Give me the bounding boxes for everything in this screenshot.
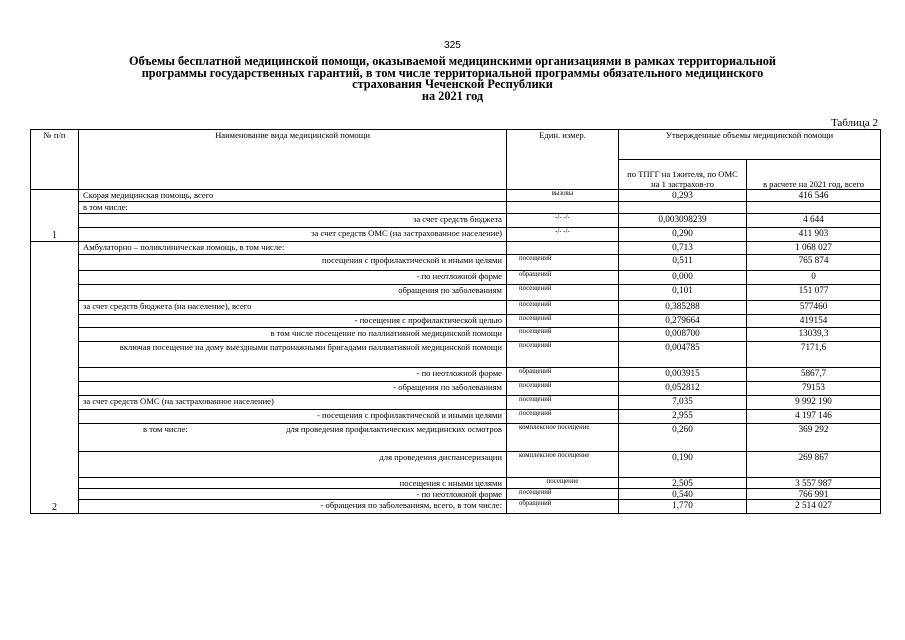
row-total: 369 292 [747,424,881,452]
row-per-capita: 2,505 [619,478,747,489]
table-row [31,478,881,489]
table-row [31,452,881,478]
row-per-capita: 0,279664 [619,315,747,328]
row-per-capita: 7,035 [619,396,747,410]
row-per-capita: 0,052812 [619,382,747,396]
row-unit: -/- -/- [507,214,619,228]
row-number: 1 [31,190,79,242]
row-name: включая посещение на дому выездными патронажными бригадами паллиативной медицинской помощи [79,342,507,368]
row-per-capita: 0,000 [619,271,747,285]
table-row [31,328,881,342]
row-unit: посещений [507,382,619,396]
row-name: Амбулаторно – поликлиническая помощь, в том числе: [79,242,507,255]
row-per-capita: 0,004785 [619,342,747,368]
row-unit: -/- -/- [507,228,619,242]
row-per-capita: 0,290 [619,228,747,242]
row-total: 416 546 [747,190,881,202]
row-unit: посещений [507,342,619,368]
row-unit: посещение [507,478,619,489]
row-name-text: для проведения профилактических медицинских осмотров [286,424,502,434]
row-per-capita [619,202,747,214]
row-per-capita: 0,003915 [619,368,747,382]
row-unit: посещений [507,301,619,315]
title-line-4: на 2021 год [421,88,484,103]
row-total: 79153 [747,382,881,396]
row-unit: посещений [507,255,619,271]
title-line-3: страхования Чеченской Республики [352,77,553,91]
row-total: 419154 [747,315,881,328]
row-name-prefix: в том числе: [143,424,188,434]
row-unit: обращений [507,368,619,382]
row-total [747,202,881,214]
table-row [31,315,881,328]
row-unit: комплексное посещение [507,452,619,478]
row-total: 151 077 [747,285,881,301]
header-unit: Един. измер. [507,130,619,190]
row-total: 3 557 987 [747,478,881,489]
page-number: 325 [444,40,461,51]
row-total: 7171,6 [747,342,881,368]
table-row [31,500,881,514]
row-name: - посещения с профилактической целью [79,315,507,328]
row-name: - по неотложной форме [79,368,507,382]
header-num: № п/п [31,130,79,190]
medical-care-volumes-table [30,129,881,514]
row-unit: обращений [507,500,619,514]
table-row [31,190,881,202]
header-per-capita: по ТПГГ на 1жителя, по ОМС на 1 застрахов-го [619,160,747,190]
row-unit: вызовы [507,190,619,202]
table-row [31,396,881,410]
row-total: 2 514 027 [747,500,881,514]
row-unit [507,202,619,214]
row-name: посещения с профилактической и иными целями [79,255,507,271]
row-name: за счет средств ОМС (на застрахованное население) [79,228,507,242]
row-name: Скорая медицинская помощь, всего [79,190,507,202]
row-name: за счет средств ОМС (на застрахованное население) [79,396,507,410]
row-name: - по неотложной форме [79,271,507,285]
table-row [31,202,881,214]
row-per-capita: 0,511 [619,255,747,271]
row-total: 1 068 027 [747,242,881,255]
table-row [31,368,881,382]
table-row [31,301,881,315]
row-unit: комплексное посещение [507,424,619,452]
table-row [31,271,881,285]
row-unit: обращений [507,271,619,285]
table-row [31,424,881,452]
row-name: - обращения по заболеваниям [79,382,507,396]
row-per-capita: 1,770 [619,500,747,514]
row-total: 0 [747,271,881,285]
row-per-capita: 0,260 [619,424,747,452]
table-row [31,342,881,368]
row-unit: посещений [507,285,619,301]
row-per-capita: 0,540 [619,489,747,500]
table-row [31,242,881,255]
row-total: 269 867 [747,452,881,478]
header-name: Наименование вида медицинской помощи [79,130,507,190]
row-per-capita: 0,713 [619,242,747,255]
row-name: - по неотложной форме [79,489,507,500]
table-row [31,214,881,228]
table-row [31,255,881,271]
row-unit: посещений [507,315,619,328]
row-per-capita: 0,385288 [619,301,747,315]
row-name: за счет средств бюджета [79,214,507,228]
row-unit [507,242,619,255]
document-title [40,56,865,102]
row-total: 577460 [747,301,881,315]
row-unit: посещений [507,489,619,500]
row-name: обращения по заболеваниям [79,285,507,301]
row-name: в том числе посещение по паллиативной медицинской помощи [79,328,507,342]
row-total: 4 644 [747,214,881,228]
row-per-capita: 0,101 [619,285,747,301]
row-per-capita: 0,190 [619,452,747,478]
table-row [31,489,881,500]
row-name: посещения с иными целями [79,478,507,489]
table-row [31,382,881,396]
title-line-1: Объемы бесплатной медицинской помощи, оказываемой медицинскими организациями в рамках территориальной [128,54,777,68]
header-total: в расчете на 2021 год, всего [747,160,881,190]
row-name: в том числе: [79,202,507,214]
row-number: 2 [31,242,79,514]
row-name: - обращения по заболеваниям, всего, в том числе: [79,500,507,514]
row-total: 13039,3 [747,328,881,342]
row-unit: посещений [507,410,619,424]
row-total: 765 874 [747,255,881,271]
row-name [79,424,507,452]
row-total: 766 991 [747,489,881,500]
header-approved: Утвержденные объемы медицинской помощи [619,130,881,160]
row-per-capita: 0,008700 [619,328,747,342]
row-total: 4 197 146 [747,410,881,424]
row-total: 411 903 [747,228,881,242]
row-unit: посещений [507,328,619,342]
table-row [31,285,881,301]
row-total: 5867,7 [747,368,881,382]
row-name: - посещения с профилактической и иными целями [79,410,507,424]
row-unit: посещений [507,396,619,410]
table-row [31,228,881,242]
title-line-2: программы государственных гарантий, в том числе территориальной программы обязательного медицинского [141,65,764,80]
row-per-capita: 0,003098239 [619,214,747,228]
table-label: Таблица 2 [830,117,878,129]
table-row [31,410,881,424]
row-per-capita: 0,293 [619,190,747,202]
row-name: за счет средств бюджета (на население), всего [79,301,507,315]
row-per-capita: 2,955 [619,410,747,424]
row-total: 9 992 190 [747,396,881,410]
row-name: для проведения диспансеризации [79,452,507,478]
